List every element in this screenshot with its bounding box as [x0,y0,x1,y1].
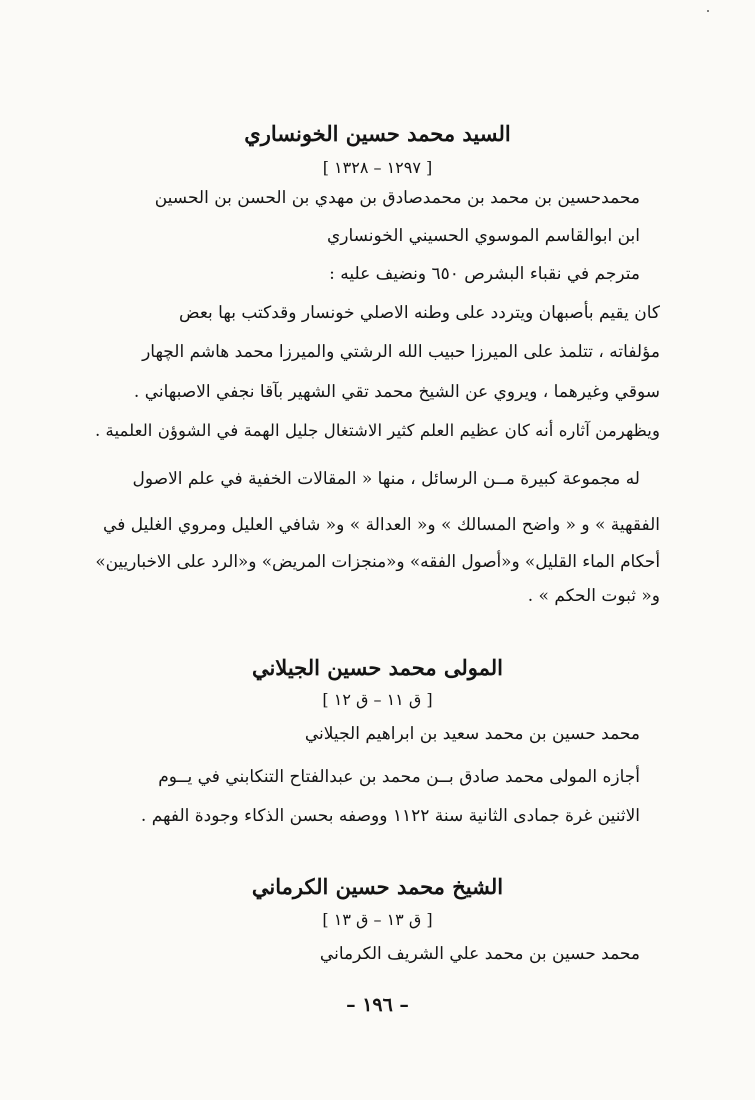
entry-dates: [ ق ١٣ – ق ١٣ ] [322,910,433,929]
entry-heading: الشيخ محمد حسين الكرماني [251,874,504,899]
entry-line: و« ثبوت الحكم » . [527,586,660,606]
scan-speck [707,10,709,12]
entry-dates: [ ق ١١ – ق ١٢ ] [322,690,433,709]
entry-line: أحكام الماء القليل» و«أصول الفقه» و«منجزات المريض» و«الرد على الاخباريين» [95,551,660,571]
entry-line: ابن ابوالقاسم الموسوي الحسيني الخونساري [326,226,640,246]
entry-line: أجازه المولى محمد صادق بــن محمد بن عبدالفتاح التنكابني في يــوم [158,767,640,787]
entry-line: محمدحسين بن محمد بن محمدصادق بن مهدي بن الحسن بن الحسين [154,188,640,208]
entry-dates: [ ١٢٩٧ – ١٣٢٨ ] [322,158,433,177]
entry-line: محمد حسين بن محمد سعيد بن ابراهيم الجيلاني [304,724,640,744]
entry-line: مؤلفاته ، تتلمذ على الميرزا حبيب الله الرشتي والميرزا محمد هاشم الچهار [142,342,660,362]
entry-line: محمد حسين بن محمد علي الشريف الكرماني [319,944,640,964]
entry-heading: المولى محمد حسين الجيلاني [251,655,504,680]
entry-line: الفقهية » و « واضح المسالك » و« العدالة » و« شافي العليل ومروي الغليل في [103,515,660,535]
entry-line: سوقي وغيرهما ، ويروي عن الشيخ محمد تقي الشهير بآقا نجفي الاصبهاني . [133,382,660,402]
entry-line: له مجموعة كبيرة مــن الرسائل ، منها « المقالات الخفية في علم الاصول [132,469,640,489]
entry-line: الاثنين غرة جمادى الثانية سنة ١١٢٢ ووصفه بحسن الذكاء وجودة الفهم . [140,806,640,826]
entry-line: ويظهرمن آثاره أنه كان عظيم العلم كثير الاشتغال جليل الهمة في الشوؤن العلمية . [94,421,660,440]
entry-heading: السيد محمد حسين الخونساري [244,121,511,146]
entry-line: كان يقيم بأصبهان ويتردد على وطنه الاصلي خونسار وقدكتب بها بعض [179,303,660,323]
entry-line: مترجم في نقباء البشرص ٦٥٠ ونضيف عليه : [329,264,640,284]
page-number: – ١٩٦ – [346,994,409,1016]
